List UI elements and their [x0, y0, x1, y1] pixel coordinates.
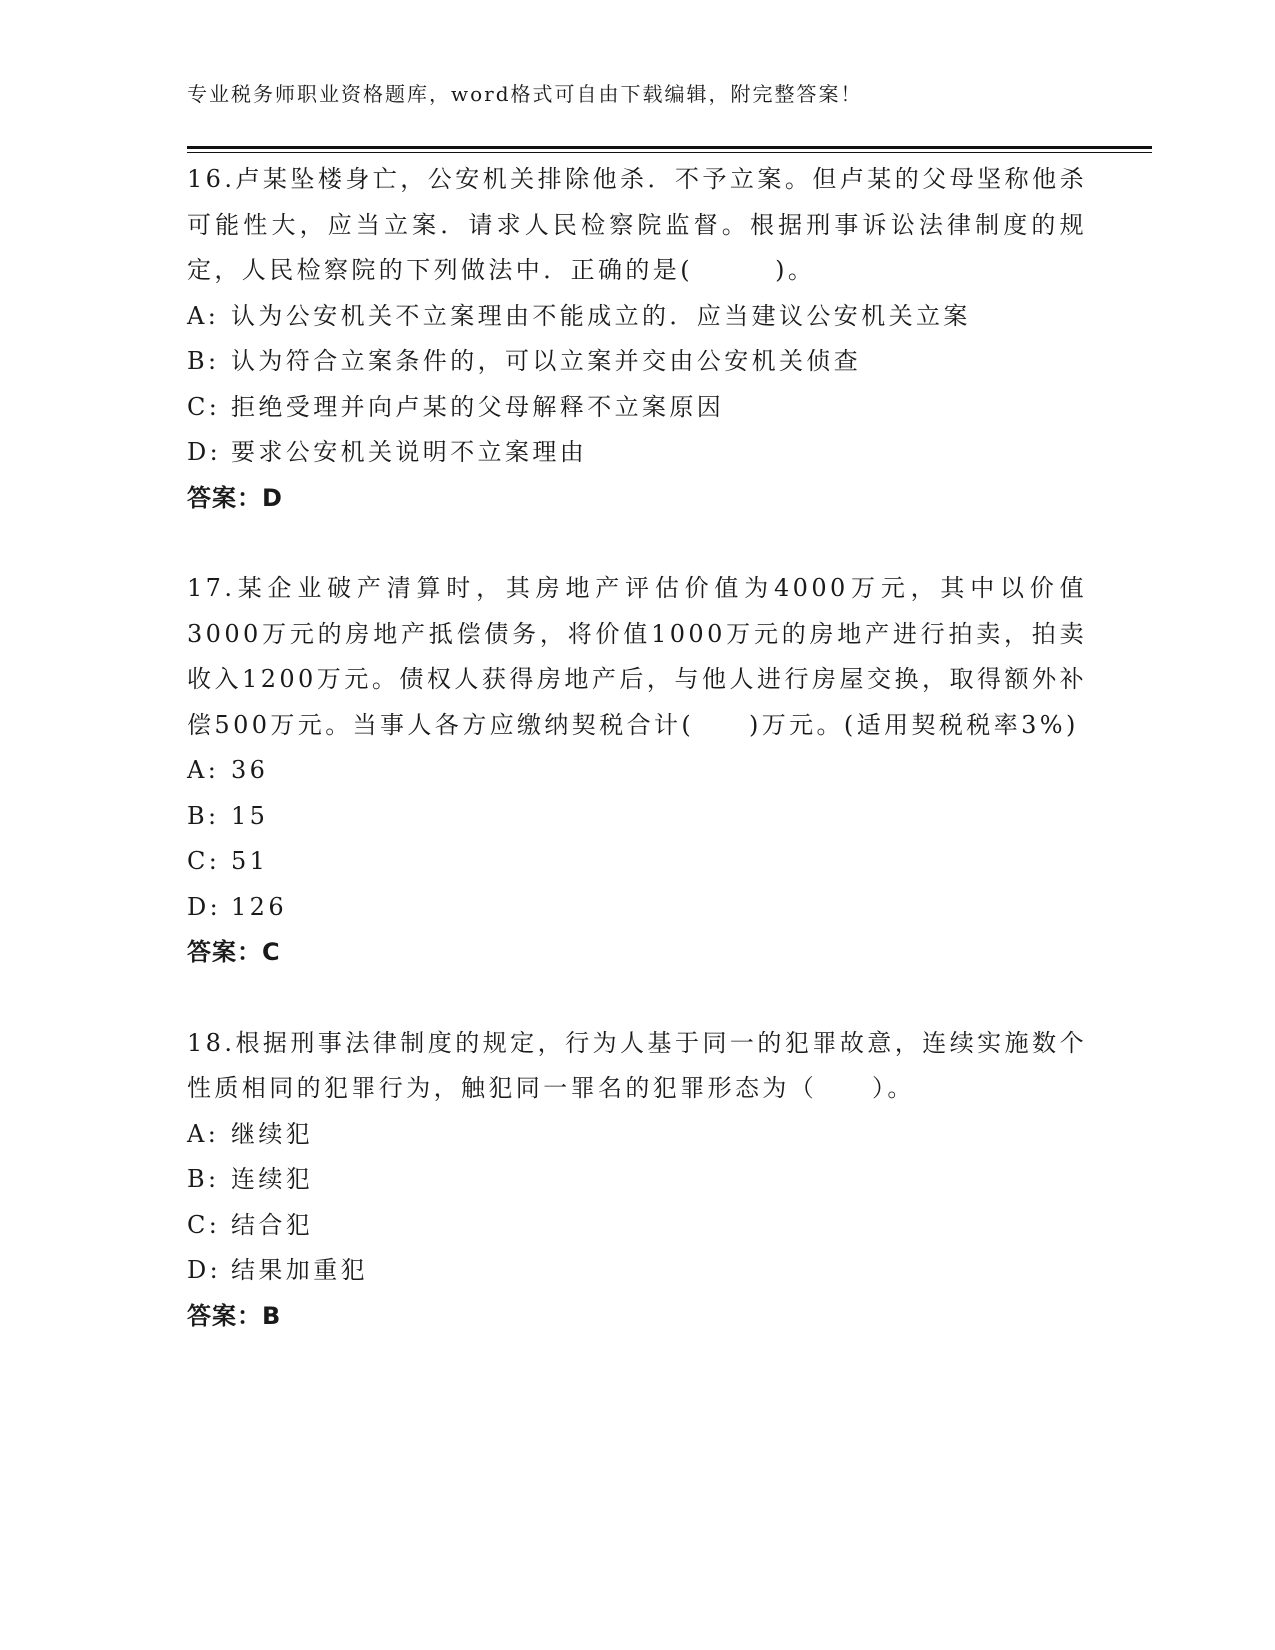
option-text: 36 [231, 756, 269, 784]
question-list [187, 157, 1087, 1339]
option-letter: A: [187, 1119, 220, 1148]
option-text: 连续犯 [231, 1165, 314, 1193]
option-letter: C: [187, 1210, 221, 1239]
option-d [187, 1248, 1087, 1294]
option-c [187, 1203, 1087, 1249]
option-c [187, 385, 1087, 431]
option-a [187, 294, 1087, 340]
question-spacer [187, 521, 1087, 566]
option-letter: D: [187, 438, 222, 466]
answer-line: 答案：C [187, 938, 281, 966]
question-16 [187, 157, 1087, 521]
option-a [187, 1112, 1087, 1158]
option-letter: C: [187, 392, 221, 421]
option-text: 拒绝受理并向卢某的父母解释不立案原因 [231, 392, 725, 421]
page-header: 专业税务师职业资格题库，word格式可自由下载编辑，附完整答案！ [187, 82, 863, 106]
header-divider-thin [187, 152, 1152, 153]
question-18 [187, 1021, 1087, 1340]
option-letter: B: [187, 347, 220, 375]
option-text: 认为符合立案条件的，可以立案并交由公安机关侦查 [231, 347, 862, 375]
option-text: 15 [231, 801, 269, 830]
question-spacer [187, 976, 1087, 1021]
option-letter: D: [187, 1256, 222, 1284]
option-text: 51 [231, 847, 269, 875]
answer-line: 答案：B [187, 1301, 282, 1330]
option-letter: B: [187, 1165, 220, 1193]
option-text: 结果加重犯 [231, 1256, 368, 1284]
option-a [187, 748, 1087, 794]
question-stem: 17.某企业破产清算时，其房地产评估价值为4000万元，其中以价值3000万元的房地产抵偿债务，将价值1000万元的房地产进行拍卖，拍卖收入1200万元。债权人获得房地产后，与他人进行房屋交换，取得额外补偿500万元。当事人各方应缴纳契税合计( )万元。(适用契税税率3%) [187, 574, 1087, 739]
option-d [187, 430, 1087, 476]
option-text: 继续犯 [231, 1119, 314, 1148]
option-d [187, 885, 1087, 931]
option-letter: A: [187, 301, 220, 330]
option-text: 要求公安机关说明不立案理由 [231, 438, 588, 466]
option-letter: C: [187, 847, 221, 875]
option-letter: A: [187, 756, 220, 784]
option-b [187, 794, 1087, 840]
option-letter: D: [187, 892, 222, 921]
question-stem: 16.卢某坠楼身亡，公安机关排除他杀．不予立案。但卢某的父母坚称他杀可能性大，应当立案．请求人民检察院监督。根据刑事诉讼法律制度的规定，人民检察院的下列做法中．正确的是( )。 [187, 165, 1087, 284]
option-text: 认为公安机关不立案理由不能成立的．应当建议公安机关立案 [231, 301, 971, 330]
answer-line: 答案：D [187, 483, 283, 512]
option-c [187, 839, 1087, 885]
option-text: 结合犯 [231, 1210, 314, 1239]
option-letter: B: [187, 801, 220, 830]
option-b [187, 339, 1087, 385]
question-stem: 18.根据刑事法律制度的规定，行为人基于同一的犯罪故意，连续实施数个性质相同的犯罪行为，触犯同一罪名的犯罪形态为（ ）。 [187, 1028, 1087, 1102]
header-divider-thick [187, 146, 1152, 149]
question-17 [187, 566, 1087, 976]
option-b [187, 1157, 1087, 1203]
option-text: 126 [231, 892, 288, 921]
